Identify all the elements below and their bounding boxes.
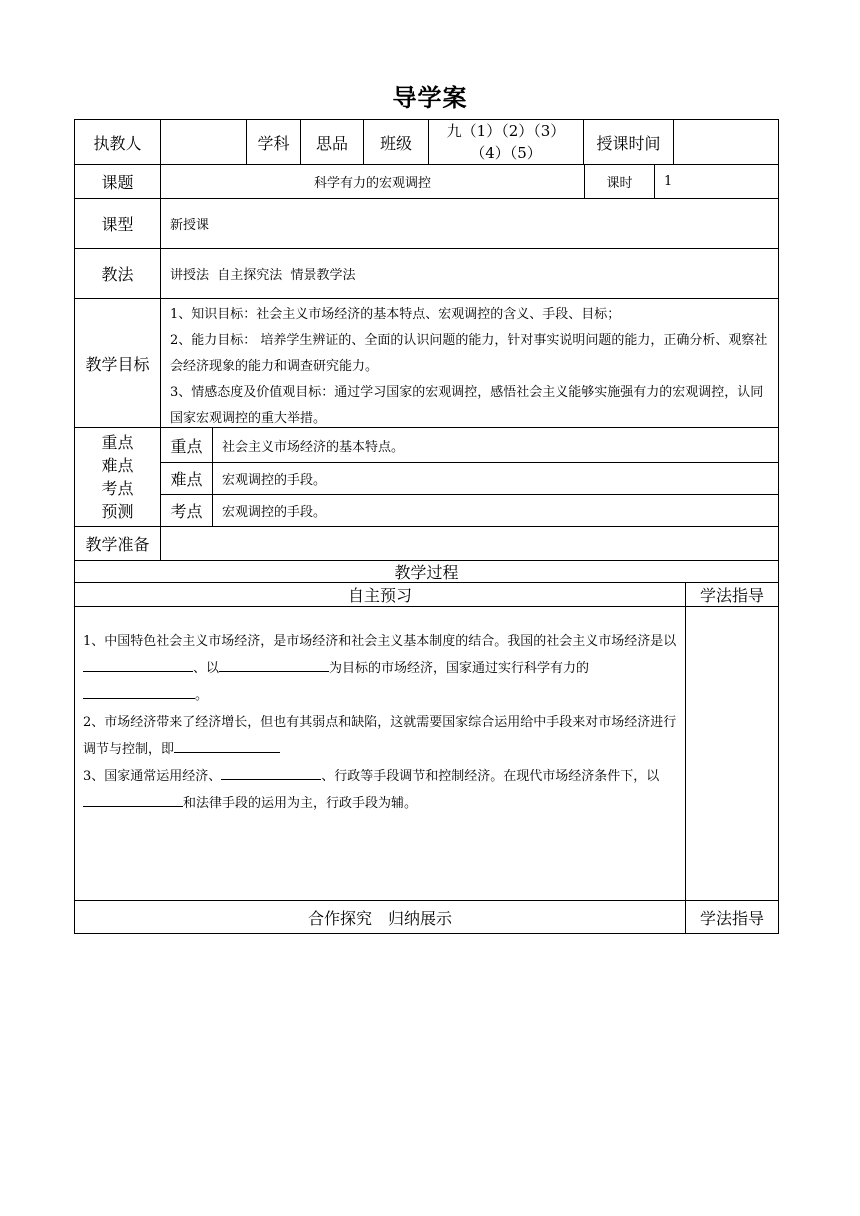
subject-label: 学科 [246, 119, 301, 165]
subject-value: 思品 [300, 119, 364, 165]
key-point-label: 重点 [160, 427, 213, 463]
answer-blank[interactable] [174, 738, 280, 753]
answer-blank[interactable] [221, 765, 321, 780]
document-title: 导学案 [392, 84, 468, 112]
topic-label: 课题 [74, 164, 161, 199]
question-3: 3、国家通常运用经济、 、行政等手段调节和控制经济。在现代市场经济条件下，以和法律手段的运用为主，行政手段为辅。 [83, 763, 677, 817]
answer-blank[interactable] [219, 657, 329, 672]
process-label: 教学过程 [74, 560, 779, 583]
goals-box [160, 298, 779, 428]
prep-value [160, 526, 779, 561]
class-value: 九（1）（2）（3）（4）（5） [428, 119, 584, 165]
hours-value: 1 [654, 164, 779, 199]
topic-value: 科学有力的宏观调控 [160, 164, 585, 199]
goal-item: 3、情感态度及价值观目标：通过学习国家的宏观调控，感悟社会主义能够实施强有力的宏观调控，认同国家宏观调控的重大举措。 [170, 385, 764, 426]
self-study-guide-label: 学法指导 [685, 582, 779, 607]
question-2: 2、市场经济带来了经济增长，但也有其弱点和缺陷，这就需要国家综合运用给中手段来对市场经济进行调节与控制，即 [83, 715, 677, 757]
exam-point-value: 宏观调控的手段。 [212, 494, 779, 527]
difficult-point-value: 宏观调控的手段。 [212, 462, 779, 495]
question-1: 1、中国特色社会主义市场经济，是市场经济和社会主义基本制度的结合。我国的社会主义市场经济是以、以 为目标的市场经济，国家通过实行科学有力的。 [83, 634, 677, 703]
lesson-type-label: 课型 [74, 198, 161, 249]
hours-label: 课时 [584, 164, 655, 199]
cooperate-guide-label: 学法指导 [685, 900, 779, 934]
self-study-content [74, 606, 686, 901]
teacher-value [160, 119, 247, 165]
self-study-guide-value [685, 606, 779, 901]
answer-blank[interactable] [83, 657, 193, 672]
lesson-type-value: 新授课 [160, 198, 779, 249]
prep-label: 教学准备 [74, 526, 161, 561]
goal-item: 1、知识目标：社会主义市场经济的基本特点、宏观调控的含义、手段、目标； [170, 307, 621, 322]
time-value [673, 119, 779, 165]
answer-blank[interactable] [83, 792, 183, 807]
exam-point-label: 考点 [160, 494, 213, 527]
difficult-point-label: 难点 [160, 462, 213, 495]
self-study-label: 自主预习 [74, 582, 686, 607]
self-study-questions [75, 607, 685, 817]
method-label: 教法 [74, 248, 161, 299]
goal-item: 2、能力目标： 培养学生辨证的、全面的认识问题的能力，针对事实说明问题的能力，正确分析、观察社会经济现象的能力和调查研究能力。 [170, 333, 768, 374]
answer-blank[interactable] [83, 684, 195, 699]
teacher-label: 执教人 [74, 119, 161, 165]
class-label: 班级 [363, 119, 429, 165]
goals-label: 教学目标 [74, 298, 161, 428]
method-value: 讲授法 自主探究法 情景教学法 [160, 248, 779, 299]
key-points-label: 重点难点考点预测 [74, 427, 161, 527]
key-point-value: 社会主义市场经济的基本特点。 [212, 427, 779, 463]
cooperate-label: 合作探究 归纳展示 [74, 900, 686, 934]
time-label: 授课时间 [583, 119, 674, 165]
